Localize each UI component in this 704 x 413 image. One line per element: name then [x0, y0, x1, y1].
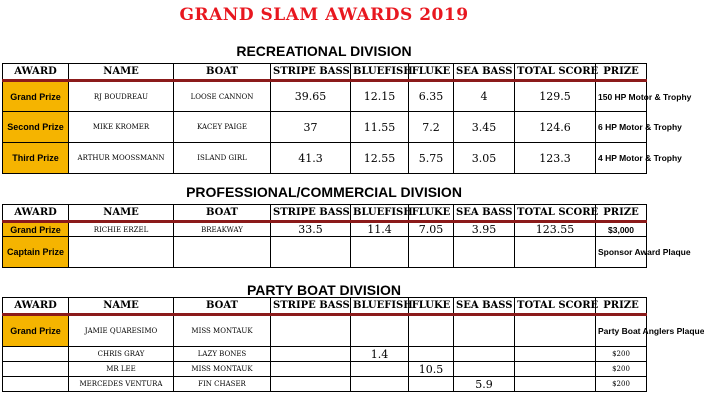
table-header-row [3, 298, 647, 315]
stripe-bass-cell: 33.5 [271, 222, 351, 237]
total-score-cell [515, 315, 596, 347]
header-award: AWARD [3, 205, 69, 222]
header-fluke: FLUKE [409, 205, 454, 222]
name-cell: ARTHUR MOOSSMANN [69, 143, 174, 174]
boat-cell: LOOSE CANNON [174, 81, 271, 112]
stripe-bass-cell [271, 315, 351, 347]
fluke-cell: 10.5 [409, 362, 454, 377]
name-cell: MIKE KROMER [69, 112, 174, 143]
name-cell: MR LEE [69, 362, 174, 377]
award-cell: Second Prize [3, 112, 69, 143]
header-name: NAME [69, 64, 174, 81]
prize-cell: Sponsor Award Plaque [596, 237, 647, 268]
total-score-cell: 123.55 [515, 222, 596, 237]
page-title: GRAND SLAM AWARDS 2019 [179, 5, 469, 25]
award-cell: Grand Prize [3, 315, 69, 347]
boat-cell: BREAKWAY [174, 222, 271, 237]
prize-cell: $200 [596, 347, 647, 362]
recreational-table [2, 63, 692, 174]
header-award: AWARD [3, 64, 69, 81]
award-cell: Grand Prize [3, 81, 69, 112]
sea-bass-cell: 3.05 [454, 143, 515, 174]
sea-bass-cell: 3.45 [454, 112, 515, 143]
table-row [3, 143, 647, 174]
total-score-cell [515, 362, 596, 377]
sea-bass-cell [454, 315, 515, 347]
boat-cell: MISS MONTAUK [174, 315, 271, 347]
award-cell [3, 362, 69, 377]
header-name: NAME [69, 298, 174, 315]
professional-division-title: PROFESSIONAL/COMMERCIAL DIVISION [186, 184, 462, 200]
total-score-cell [515, 237, 596, 268]
fluke-cell: 6.35 [409, 81, 454, 112]
table-row [3, 222, 647, 237]
boat-cell: LAZY BONES [174, 347, 271, 362]
bluefish-cell [351, 315, 409, 347]
header-stripe-bass: STRIPE BASS [271, 64, 351, 81]
recreational-division-title: RECREATIONAL DIVISION [236, 43, 412, 59]
prize-cell: $3,000 [596, 222, 647, 237]
boat-cell [174, 237, 271, 268]
party-boat-division-title: PARTY BOAT DIVISION [246, 282, 401, 298]
total-score-cell [515, 377, 596, 392]
prize-cell: 6 HP Motor & Trophy [596, 112, 647, 143]
header-bluefish: BLUEFISH [351, 298, 409, 315]
bluefish-cell: 11.55 [351, 112, 409, 143]
header-fluke: FLUKE [409, 298, 454, 315]
name-cell: MERCEDES VENTURA [69, 377, 174, 392]
professional-table [2, 204, 691, 268]
boat-cell: KACEY PAIGE [174, 112, 271, 143]
award-cell [3, 377, 69, 392]
bluefish-cell: 12.55 [351, 143, 409, 174]
bluefish-cell [351, 377, 409, 392]
table-row [3, 315, 647, 347]
sea-bass-cell [454, 362, 515, 377]
stripe-bass-cell: 39.65 [271, 81, 351, 112]
boat-cell: MISS MONTAUK [174, 362, 271, 377]
name-cell: RICHIE ERZEL [69, 222, 174, 237]
header-prize: PRIZE [596, 298, 647, 315]
award-cell: Third Prize [3, 143, 69, 174]
boat-cell: FIN CHASER [174, 377, 271, 392]
table-row [3, 81, 647, 112]
name-cell [69, 237, 174, 268]
header-boat: BOAT [174, 298, 271, 315]
header-boat: BOAT [174, 205, 271, 222]
stripe-bass-cell [271, 362, 351, 377]
bluefish-cell: 11.4 [351, 222, 409, 237]
table-row [3, 377, 647, 392]
total-score-cell: 124.6 [515, 112, 596, 143]
fluke-cell [409, 237, 454, 268]
prize-cell: $200 [596, 362, 647, 377]
header-fluke: FLUKE [409, 64, 454, 81]
award-cell: Grand Prize [3, 222, 69, 237]
bluefish-cell: 12.15 [351, 81, 409, 112]
table-row [3, 237, 647, 268]
header-sea-bass: SEA BASS [454, 205, 515, 222]
prize-cell: $200 [596, 377, 647, 392]
name-cell: CHRIS GRAY [69, 347, 174, 362]
bluefish-cell: 1.4 [351, 347, 409, 362]
header-total-score: TOTAL SCORE [515, 64, 596, 81]
stripe-bass-cell [271, 237, 351, 268]
header-stripe-bass: STRIPE BASS [271, 205, 351, 222]
header-sea-bass: SEA BASS [454, 64, 515, 81]
header-boat: BOAT [174, 64, 271, 81]
header-total-score: TOTAL SCORE [515, 298, 596, 315]
fluke-cell: 7.05 [409, 222, 454, 237]
total-score-cell [515, 347, 596, 362]
total-score-cell: 129.5 [515, 81, 596, 112]
stripe-bass-cell: 37 [271, 112, 351, 143]
table-row [3, 362, 647, 377]
sea-bass-cell [454, 237, 515, 268]
boat-cell: ISLAND GIRL [174, 143, 271, 174]
header-award: AWARD [3, 298, 69, 315]
header-prize: PRIZE [596, 205, 647, 222]
table-row [3, 347, 647, 362]
header-sea-bass: SEA BASS [454, 298, 515, 315]
header-total-score: TOTAL SCORE [515, 205, 596, 222]
award-cell: Captain Prize [3, 237, 69, 268]
stripe-bass-cell: 41.3 [271, 143, 351, 174]
bluefish-cell [351, 237, 409, 268]
stripe-bass-cell [271, 347, 351, 362]
prize-cell: 150 HP Motor & Trophy [596, 81, 647, 112]
header-prize: PRIZE [596, 64, 647, 81]
header-bluefish: BLUEFISH [351, 64, 409, 81]
fluke-cell [409, 377, 454, 392]
table-row [3, 112, 647, 143]
fluke-cell: 5.75 [409, 143, 454, 174]
sea-bass-cell: 5.9 [454, 377, 515, 392]
fluke-cell [409, 315, 454, 347]
prize-cell: 4 HP Motor & Trophy [596, 143, 647, 174]
award-cell [3, 347, 69, 362]
table-header-row [3, 64, 647, 81]
header-bluefish: BLUEFISH [351, 205, 409, 222]
sea-bass-cell: 3.95 [454, 222, 515, 237]
header-name: NAME [69, 205, 174, 222]
name-cell: RJ BOUDREAU [69, 81, 174, 112]
fluke-cell: 7.2 [409, 112, 454, 143]
fluke-cell [409, 347, 454, 362]
sea-bass-cell [454, 347, 515, 362]
party-boat-table [2, 297, 704, 392]
header-stripe-bass: STRIPE BASS [271, 298, 351, 315]
table-header-row [3, 205, 647, 222]
total-score-cell: 123.3 [515, 143, 596, 174]
sea-bass-cell: 4 [454, 81, 515, 112]
bluefish-cell [351, 362, 409, 377]
prize-cell: Party Boat Anglers Plaque [596, 315, 647, 347]
stripe-bass-cell [271, 377, 351, 392]
name-cell: JAMIE QUARESIMO [69, 315, 174, 347]
